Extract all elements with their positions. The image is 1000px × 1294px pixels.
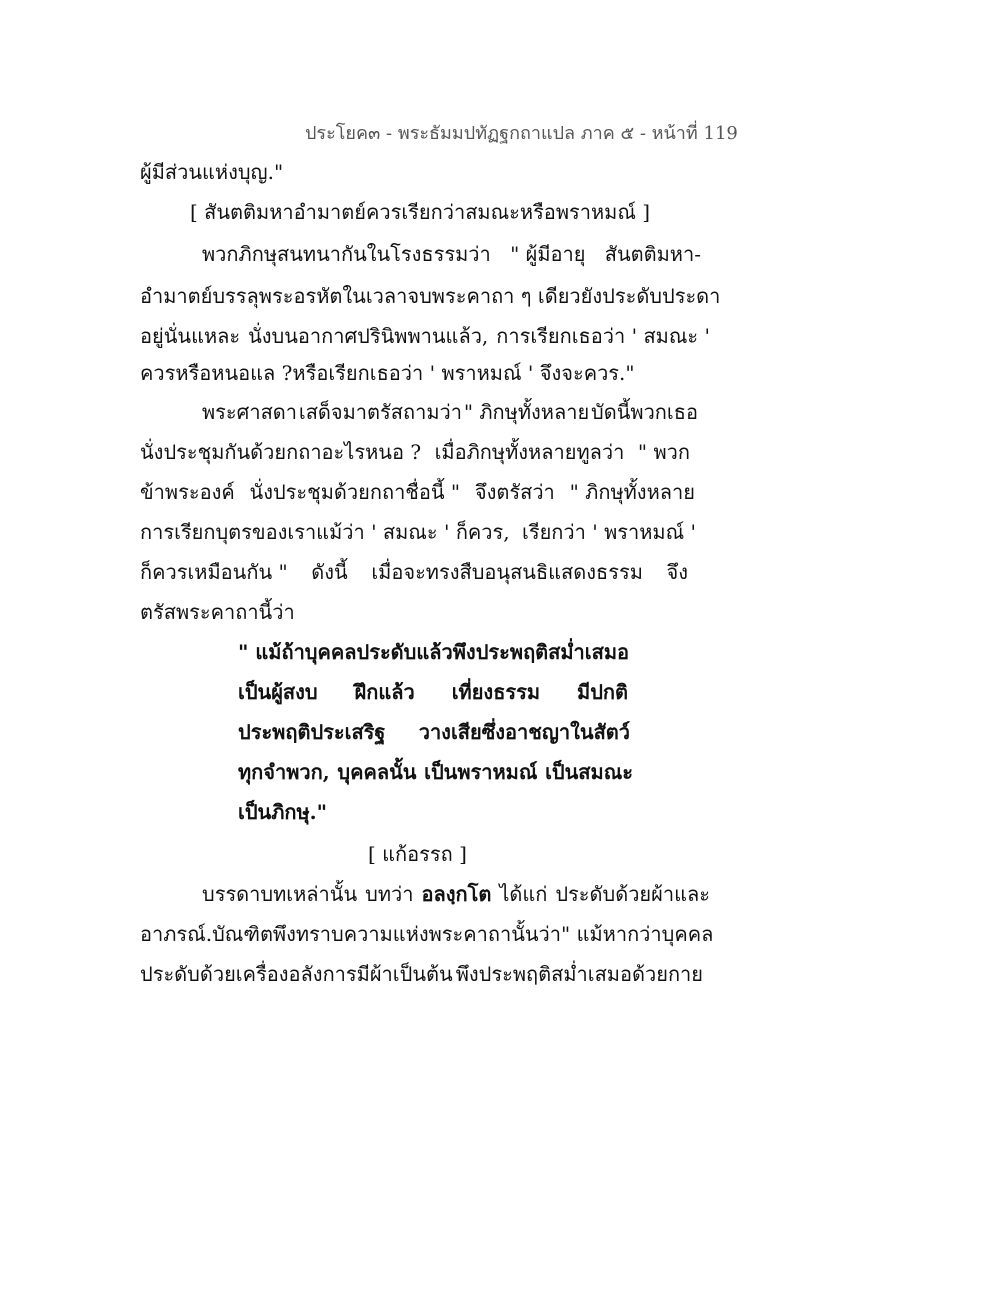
section-heading: [ สันตติมหาอำมาตย์ควรเรียกว่าสมณะหรือพราหมณ์ ] (190, 200, 651, 224)
text-line: ควรหรือหนอแล ? หรือเรียกเธอว่า ' พราหมณ์ ' จึงจะควร." (140, 361, 635, 385)
text-line: ก็ควรเหมือนกัน " ดังนี้ เมื่อจะทรงสืบอนุสนธิแสดงธรรม จึง (140, 560, 688, 584)
text-line: พระศาสดา เสด็จมาตรัสถามว่า " ภิกษุทั้งหลาย บัดนี้พวกเธอ (202, 400, 698, 424)
text-line: อยู่นั่นแหละ นั่งบนอากาศปรินิพพานแล้ว, การเรียกเธอว่า ' สมณะ ' (140, 324, 710, 348)
text-line: พวกภิกษุสนทนากันในโรงธรรมว่า " ผู้มีอายุ สันตติมหา- (202, 242, 701, 266)
page-header: ประโยค๓ - พระธัมมปทัฏฐกถาแปล ภาค ๕ - หน้าที่ 119 (305, 123, 738, 144)
verse-line: ทุกจำพวก, บุคคลนั้น เป็นพราหมณ์ เป็นสมณะ (238, 760, 633, 784)
text-line: ตรัสพระคาถานี้ว่า (140, 600, 295, 624)
text-line: อำมาตย์บรรลุพระอรหัตในเวลาจบพระคาถา ๆ เดียว ยังประดับประดา (140, 284, 721, 308)
text-line: บรรดาบทเหล่านั้น บทว่า อลงฺกโต ได้แก่ ประดับด้วยผ้าและ (202, 882, 710, 906)
text-line: อาภรณ์. บัณฑิตพึงทราบความแห่งพระคาถานั้นว่า " แม้หากว่าบุคคล (140, 922, 714, 946)
verse-line: เป็นภิกษุ." (238, 800, 328, 824)
section-heading: [ แก้อรรถ ] (368, 842, 467, 866)
verse-line: เป็นผู้สงบ ฝึกแล้ว เที่ยงธรรม มีปกติ (238, 680, 628, 704)
pali-term: อลงฺกโต (421, 882, 492, 906)
text-line: ประดับด้วยเครื่องอลังการมีผ้าเป็นต้น พึงประพฤติสม่ำเสมอด้วยกาย (140, 962, 703, 986)
verse-line: " แม้ถ้าบุคคลประดับแล้ว พึงประพฤติสม่ำเสมอ (238, 640, 630, 664)
verse-line: ประพฤติประเสริฐ วางเสียซึ่งอาชญาในสัตว์ (238, 720, 630, 744)
text-line: ผู้มีส่วนแห่งบุญ." (140, 160, 284, 184)
text-line: ข้าพระองค์ นั่งประชุมด้วยกถาชื่อนี้ " จึงตรัสว่า " ภิกษุทั้งหลาย (140, 480, 695, 504)
text-line: นั่งประชุมกันด้วยกถาอะไรหนอ ? เมื่อภิกษุทั้งหลายทูลว่า " พวก (140, 440, 690, 464)
text-line: การเรียกบุตรของเราแม้ว่า ' สมณะ ' ก็ควร, เรียกว่า ' พราหมณ์ ' (140, 520, 696, 544)
